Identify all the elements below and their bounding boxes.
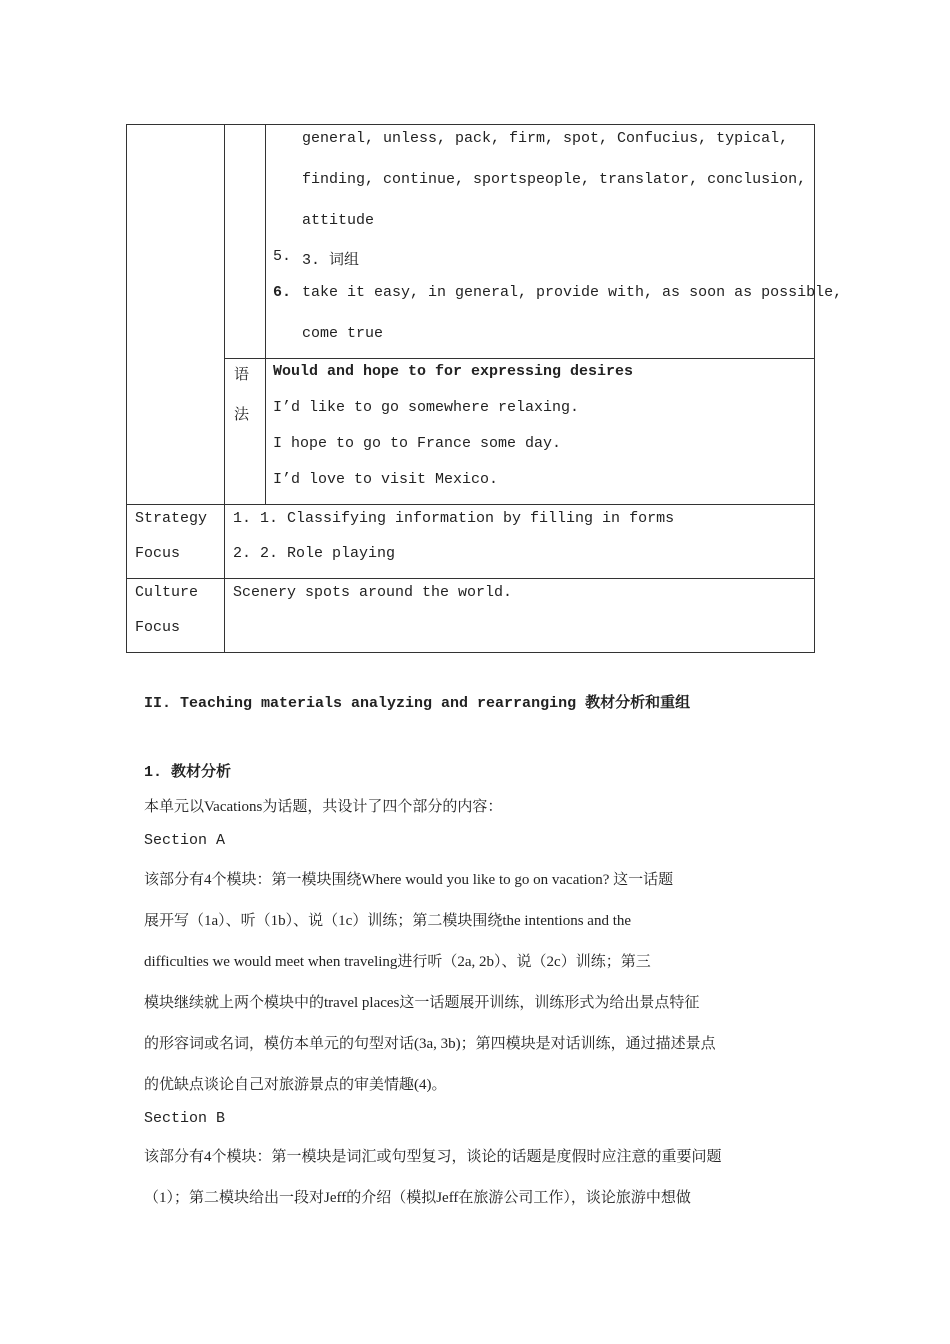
grammar-example: I hope to go to France some day. [273,435,562,452]
phrases-heading: 3. 词组 [302,252,360,269]
section-b-title: Section B [144,1110,226,1127]
culture-text: Scenery spots around the world. [233,584,513,601]
grammar-example: I’d love to visit Mexico. [273,471,499,488]
section-a-line: 展开写（1a）、听（1b）、说（1c）训练；第二模块围绕the intentions and the [144,913,632,929]
strategy-item: 2. 2. Role playing [233,545,396,562]
grammar-label: 语 [234,367,250,383]
culture-label: Culture [135,584,199,601]
section-a-title: Section A [144,832,226,849]
list-number: 6. [273,284,292,301]
section-a-line: difficulties we would meet when traveling进行听（2a, 2b）、说（2c）训练；第三 [144,954,651,970]
section-b-line: （1）；第二模块给出一段对Jeff的介绍（模拟Jeff在旅游公司工作），谈论旅游中想做 [144,1190,691,1206]
section-b-line: 该部分有4个模块：第一模块是词汇或句型复习，谈论的话题是度假时应注意的重要问题 [144,1149,722,1165]
grammar-title: Would and hope to for expressing desires [273,363,634,380]
list-number: 5. [273,248,292,265]
vocab-line: general, unless, pack, firm, spot, Confucius, typical, [302,130,789,147]
intro-paragraph: 本单元以Vacations为话题，共设计了四个部分的内容： [144,799,503,815]
objectives-table [126,124,815,653]
phrases-line: come true [302,325,384,342]
vocab-line: finding, continue, sportspeople, translator, conclusion, [302,171,807,188]
phrases-line: take it easy, in general, provide with, as soon as possible, [302,284,843,301]
vocab-line: attitude [302,212,375,229]
strategy-label: Focus [135,545,181,562]
section-heading: II. Teaching materials analyzing and rearranging 教材分析和重组 [144,695,691,712]
table-row-divider [127,504,814,505]
grammar-example: I’d like to go somewhere relaxing. [273,399,580,416]
table-inner-col-divider [265,125,266,504]
culture-label: Focus [135,619,181,636]
section-a-line: 模块继续就上两个模块中的travel places这一话题展开训练，训练形式为给出景点特征 [144,995,700,1011]
section-a-line: 的优缺点谈论自己对旅游景点的审美情趣(4)。 [144,1077,447,1093]
table-col-divider [224,125,225,652]
table-row-divider [224,358,814,359]
section-a-line: 该部分有4个模块：第一模块围绕Where would you like to go on vacation? 这一话题 [144,872,674,888]
section-a-line: 的形容词或名词，模仿本单元的句型对话(3a, 3b)；第四模块是对话训练，通过描述景点 [144,1036,716,1052]
sub-heading: 1. 教材分析 [144,764,232,781]
strategy-item: 1. 1. Classifying information by filling in forms [233,510,675,527]
strategy-label: Strategy [135,510,208,527]
grammar-label: 法 [234,407,250,423]
table-row-divider [127,578,814,579]
